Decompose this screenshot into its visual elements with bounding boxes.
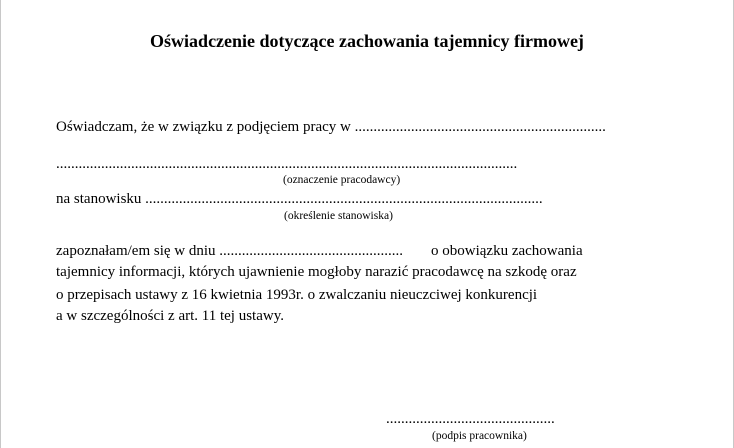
position-caption: (określenie stanowiska) [284,210,393,222]
date-fill-dots: ................................................. [219,243,404,259]
signature-dots: ............................................. [386,411,555,427]
position-fill-dots: .......................................................................................................... [145,191,543,207]
paragraph-line-2: tajemnicy informacji, których ujawnienie mogłoby narazić pracodawcę na szkodę oraz [56,264,577,280]
paragraph-line-4: a w szczególności z art. 11 tej ustawy. [56,308,284,324]
obligation-text: o obowiązku zachowania [431,243,583,259]
employer-continuation-dots: ........................................................................................................................... [56,156,518,172]
employer-caption: (oznaczenie pracodawcy) [283,174,401,186]
paragraph-line-3: o przepisach ustawy z 16 kwietnia 1993r. o zwalczaniu nieuczciwej konkurencji [56,287,538,303]
position-label: na stanowisku [56,191,146,207]
document-title: Oświadczenie dotyczące zachowania tajemnicy firmowej [150,31,584,51]
position-line [56,190,543,208]
paragraph-line-1 [56,242,403,260]
employer-fill-dots: ................................................................... [354,119,606,135]
employment-statement-line [56,118,606,136]
signature-caption: (podpis pracownika) [432,430,527,442]
employment-statement-text: Oświadczam, że w związku z podjęciem pracy w [56,119,355,135]
familiarized-text: zapoznałam/em się w dniu [56,243,220,259]
